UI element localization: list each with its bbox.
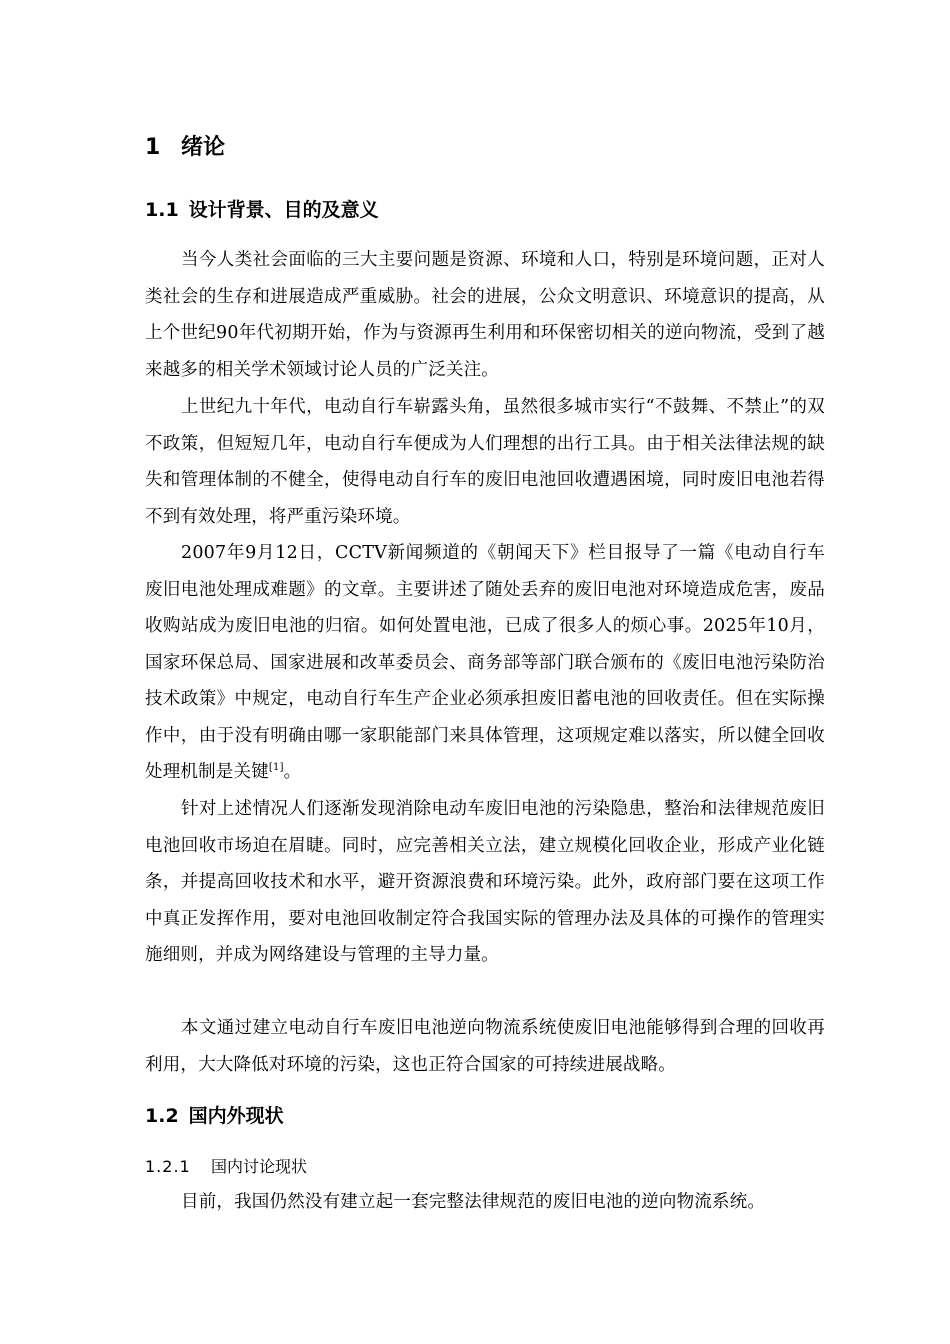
paragraph-2: 上世纪九十年代，电动自行车崭露头角，虽然很多城市实行“不鼓舞、不禁止”的双不政策，但短短几年，电动自行车便成为人们理想的出行工具。由于相关法律法规的缺失和管理体制的不健全，使得电动自行车的废旧电池回收遭遇困境，同时废旧电池若得不到有效处理，将严重污染环境。 (145, 397, 825, 527)
paragraph-5: 本文通过建立电动自行车废旧电池逆向物流系统使废旧电池能够得到合理的回收再利用，大大降低对环境的污染，这也正符合国家的可持续进展战略。 (145, 1018, 825, 1075)
chapter-title: 绪论 (181, 135, 226, 160)
paragraph-1: 当今人类社会面临的三大主要问题是资源、环境和人口，特别是环境问题，正对人类社会的生存和进展造成严重威胁。社会的进展，公众文明意识、环境意识的提高，从上个世纪90年代初期开始，作为与资源再生利用和环保密切相关的逆向物流，受到了越来越多的相关学术领域讨论人员的广泛关注。 (145, 250, 825, 380)
paragraph-4: 针对上述情况人们逐渐发现消除电动车废旧电池的污染隐患，整治和法律规范废旧电池回收市场迫在眉睫。同时，应完善相关立法，建立规模化回收企业，形成产业化链条，并提高回收技术和水平，避开资源浪费和环境污染。此外，政府部门要在这项工作中真正发挥作用，要对电池回收制定符合我国实际的管理办法及具体的可操作的管理实施细则，并成为网络建设与管理的主导力量。 (145, 799, 825, 965)
section-title: 国内外现状 (188, 1105, 284, 1127)
paragraph-3 (145, 535, 825, 791)
subsection-title: 国内讨论现状 (211, 1157, 308, 1176)
section-title: 设计背景、目的及意义 (188, 199, 379, 221)
section-heading-1-1 (145, 194, 379, 226)
section-number: 1.2 (145, 1105, 179, 1127)
paragraph-6: 目前，我国仍然没有建立起一套完整法律规范的废旧电池的逆向物流系统。 (181, 1192, 766, 1212)
chapter-heading (145, 130, 225, 166)
section-heading-1-2 (145, 1100, 284, 1132)
citation-reference[interactable]: [1] (268, 762, 284, 774)
section-number: 1.1 (145, 199, 179, 221)
paragraph-3-end: 。 (283, 762, 302, 782)
subsection-number: 1.2.1 (145, 1157, 191, 1176)
subsection-heading-1-2-1 (145, 1152, 307, 1182)
chapter-number: 1 (145, 135, 161, 160)
paragraph-3-text: 2007年9月12日，CCTV新闻频道的《朝闻天下》栏目报导了一篇《电动自行车废旧电池处理成难题》的文章。主要讲述了随处丢弃的废旧电池对环境造成危害，废品收购站成为废旧电池的归宿。如何处置电池，已成了很多人的烦心事。2025年10月，国家环保总局、国家进展和改革委员会、商务部等部门联合颁布的《废旧电池污染防治技术政策》中规定，电动自行车生产企业必须承担废旧蓄电池的回收责任。但在实际操作中，由于没有明确由哪一家职能部门来具体管理，这项规定难以落实，所以健全回收处理机制是关键 (145, 543, 825, 782)
